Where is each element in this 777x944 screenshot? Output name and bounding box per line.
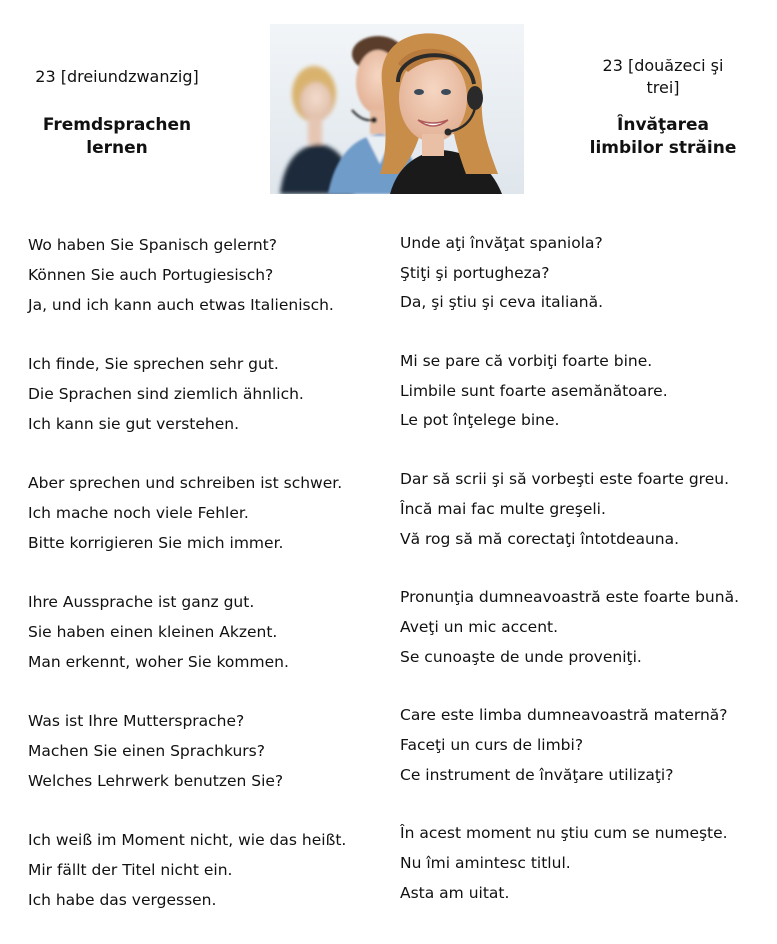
lesson-title-romanian-line2: limbilor străine (589, 138, 737, 158)
lesson-number-german: 23 [dreiundzwanzig] (35, 67, 199, 86)
phrase-group (400, 347, 770, 436)
phrase-group (400, 819, 770, 908)
phrase-group (400, 465, 770, 554)
romanian-phrase: Încă mai fac multe greşeli. (400, 499, 606, 518)
romanian-phrase: Faceţi un curs de limbi? (400, 735, 584, 754)
phrase-group (28, 706, 388, 796)
phrase-group (28, 230, 388, 320)
lesson-title-german (14, 114, 220, 160)
romanian-phrase: Dar să scrii şi să vorbeşti este foarte greu. (400, 470, 730, 489)
phrase-group (28, 349, 388, 439)
german-phrase: Aber sprechen und schreiben ist schwer. (28, 474, 343, 492)
romanian-phrase: Le pot înţelege bine. (400, 411, 560, 430)
romanian-phrase: Aveţi un mic accent. (400, 617, 559, 636)
romanian-phrase: Da, şi ştiu şi ceva italiană. (400, 293, 604, 312)
german-phrase: Sie haben einen kleinen Akzent. (28, 623, 278, 641)
romanian-phrase: Limbile sunt foarte asemănătoare. (400, 381, 668, 400)
german-phrase: Ich mache noch viele Fehler. (28, 504, 249, 522)
german-phrase: Mir fällt der Titel nicht ein. (28, 861, 233, 879)
german-phrase: Man erkennt, woher Sie kommen. (28, 653, 289, 671)
romanian-phrase: Se cunoaşte de unde proveniţi. (400, 647, 642, 666)
romanian-phrase: Mi se pare că vorbiţi foarte bine. (400, 352, 653, 371)
phrase-group (400, 701, 770, 790)
romanian-phrase: Unde aţi învăţat spaniola? (400, 234, 603, 252)
header-romanian (563, 55, 763, 160)
lesson-title-romanian (563, 114, 763, 160)
romanian-phrases-column (400, 229, 770, 937)
romanian-phrase: Nu îmi amintesc titlul. (400, 854, 571, 872)
german-phrase: Bitte korrigieren Sie mich immer. (28, 534, 284, 552)
german-phrase: Welches Lehrwerk benutzen Sie? (28, 772, 284, 790)
lesson-title-german-line2: lernen (86, 138, 148, 158)
phrase-group (28, 825, 388, 915)
phrase-group (400, 229, 770, 318)
romanian-phrase: Vă rog să mă corectaţi întotdeauna. (400, 529, 680, 548)
romanian-phrase: Ce instrument de învăţare utilizaţi? (400, 765, 674, 784)
lesson-title-german-line1: Fremdsprachen (42, 115, 192, 135)
german-phrase: Machen Sie einen Sprachkurs? (28, 742, 265, 760)
german-phrase: Ich kann sie gut verstehen. (28, 415, 240, 433)
phrase-group (28, 587, 388, 677)
german-phrase: Was ist Ihre Muttersprache? (28, 712, 245, 730)
phrase-group (28, 468, 388, 558)
romanian-phrase: Pronunţia dumneavoastră este foarte bună. (400, 588, 740, 607)
german-phrase: Ich habe das vergessen. (28, 891, 217, 909)
german-phrase: Ihre Aussprache ist ganz gut. (28, 593, 255, 611)
call-center-photo (270, 24, 524, 194)
german-phrase: Ich finde, Sie sprechen sehr gut. (28, 355, 279, 373)
lesson-number-romanian (563, 55, 763, 99)
phrase-group (400, 583, 770, 672)
photo-illustration (270, 24, 524, 194)
romanian-phrase: Care este limba dumneavoastră maternă? (400, 706, 728, 725)
header-german (14, 66, 220, 160)
german-phrase: Die Sprachen sind ziemlich ähnlich. (28, 385, 304, 403)
german-phrase: Ja, und ich kann auch etwas Italienisch. (28, 296, 334, 314)
german-phrases-column (28, 230, 388, 944)
german-phrase: Ich weiß im Moment nicht, wie das heißt. (28, 831, 347, 849)
lesson-number-romanian-line1: 23 [douăzeci şi (602, 56, 724, 75)
german-phrase: Können Sie auch Portugiesisch? (28, 266, 274, 284)
romanian-phrase: Asta am uitat. (400, 883, 510, 902)
romanian-phrase: În acest moment nu ştiu cum se numeşte. (400, 824, 728, 843)
german-phrase: Wo haben Sie Spanisch gelernt? (28, 236, 277, 254)
lesson-number-romanian-line2: trei] (646, 78, 680, 97)
lesson-title-romanian-line1: Învăţarea (617, 115, 709, 135)
romanian-phrase: Ştiţi şi portugheza? (400, 263, 550, 282)
